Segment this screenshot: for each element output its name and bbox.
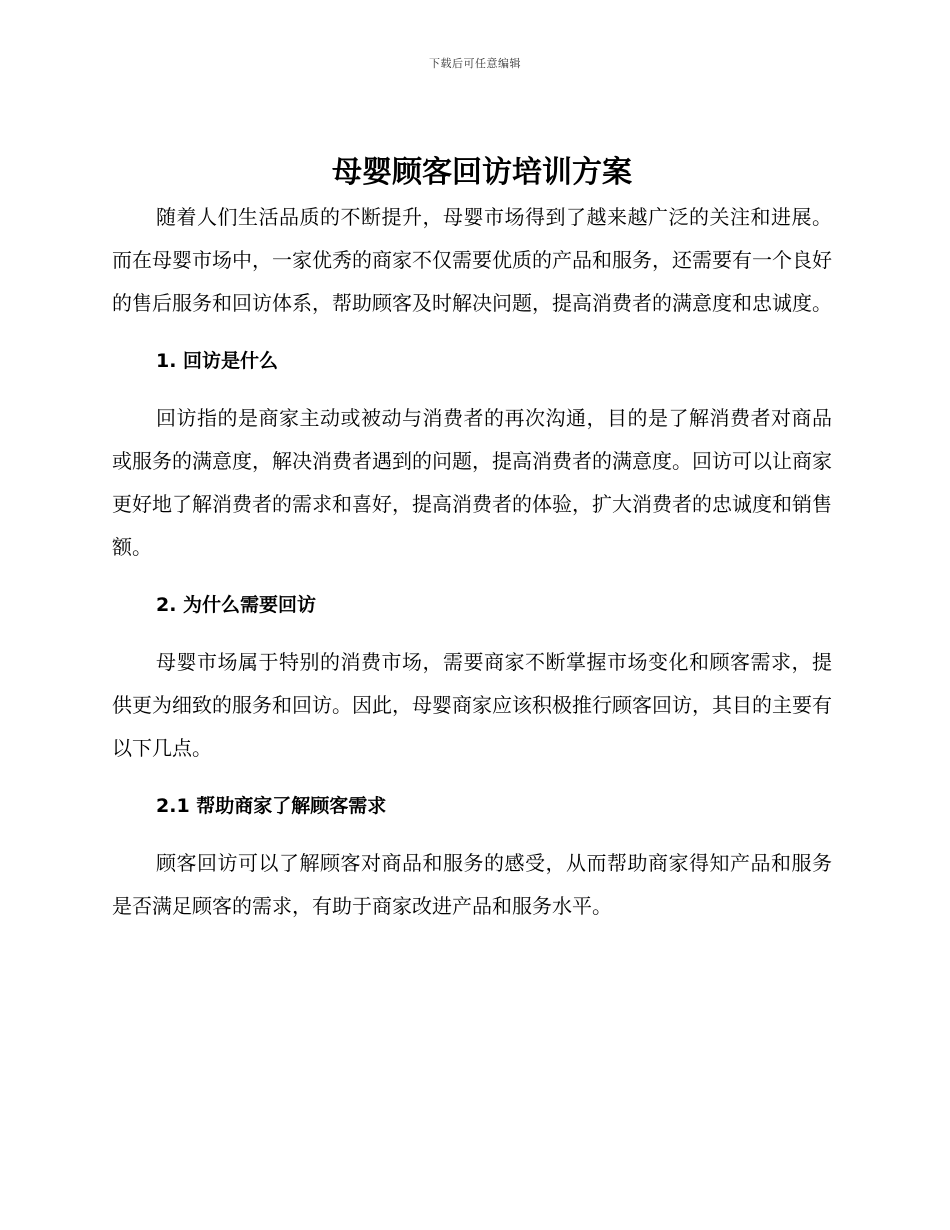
document-title: 母婴顾客回访培训方案 bbox=[332, 155, 632, 190]
section-body-2: 母婴市场属于特别的消费市场，需要商家不断掌握市场变化和顾客需求，提供更为细致的服务和回访。因此，母婴商家应该积极推行顾客回访，其目的主要有以下几点。 bbox=[112, 650, 832, 760]
section-body-1: 回访指的是商家主动或被动与消费者的再次沟通，目的是了解消费者对商品或服务的满意度，解决消费者遇到的问题，提高消费者的满意度。回访可以让商家更好地了解消费者的需求和喜好，提高消费者的体验，扩大消费者的忠诚度和销售额。 bbox=[112, 406, 832, 559]
section-heading-1: 1. 回访是什么 bbox=[156, 350, 279, 372]
section-heading-2: 2. 为什么需要回访 bbox=[156, 594, 317, 616]
document-content bbox=[112, 150, 832, 928]
header-note: 下载后可任意编辑 bbox=[429, 57, 521, 70]
section-body-2-1: 顾客回访可以了解顾客对商品和服务的感受，从而帮助商家得知产品和服务是否满足顾客的需求，有助于商家改进产品和服务水平。 bbox=[112, 851, 832, 918]
intro-paragraph: 随着人们生活品质的不断提升，母婴市场得到了越来越广泛的关注和进展。而在母婴市场中，一家优秀的商家不仅需要优质的产品和服务，还需要有一个良好的售后服务和回访体系，帮助顾客及时解决问题，提高消费者的满意度和忠诚度。 bbox=[112, 205, 832, 315]
section-heading-2-1: 2.1 帮助商家了解顾客需求 bbox=[156, 795, 387, 817]
